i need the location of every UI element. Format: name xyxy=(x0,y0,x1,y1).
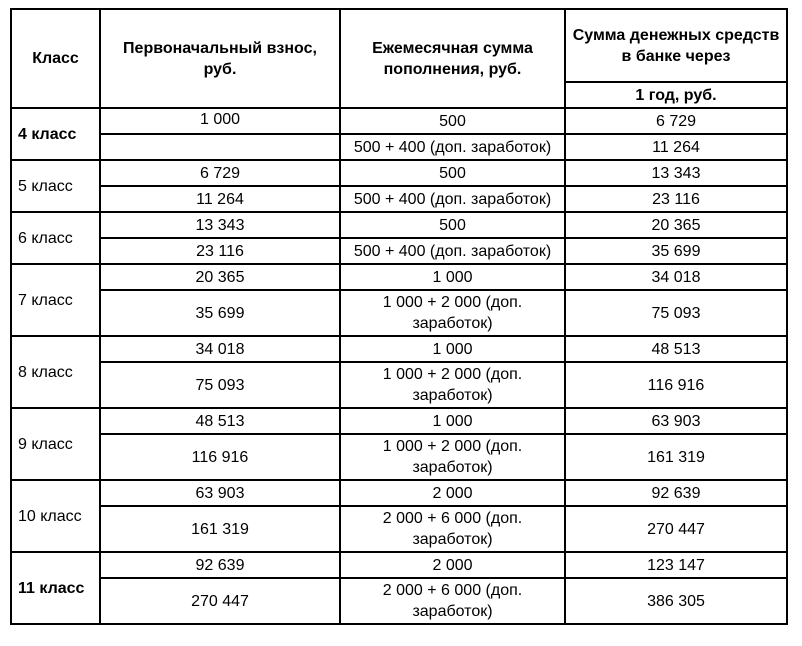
initial-cell: 23 116 xyxy=(100,238,340,264)
class-cell: 9 класс xyxy=(11,408,100,480)
initial-cell: 92 639 xyxy=(100,552,340,578)
header-bank-total-period: 1 год, руб. xyxy=(565,82,787,108)
table-row xyxy=(11,108,787,134)
table-row xyxy=(11,264,787,290)
monthly-cell: 2 000 xyxy=(340,552,565,578)
total-cell: 13 343 xyxy=(565,160,787,186)
total-cell: 92 639 xyxy=(565,480,787,506)
header-initial-payment: Первоначальный взнос, руб. xyxy=(100,9,340,108)
initial-cell: 35 699 xyxy=(100,290,340,336)
initial-cell: 48 513 xyxy=(100,408,340,434)
class-cell: 4 класс xyxy=(11,108,100,160)
header-monthly-amount: Ежемесячная сумма пополнения, руб. xyxy=(340,9,565,108)
table-row xyxy=(11,186,787,212)
table-row xyxy=(11,362,787,408)
header-bank-total xyxy=(565,9,787,82)
class-cell: 5 класс xyxy=(11,160,100,212)
monthly-cell: 500 + 400 (доп. заработок) xyxy=(340,134,565,160)
initial-cell: 13 343 xyxy=(100,212,340,238)
table-row xyxy=(11,336,787,362)
initial-cell xyxy=(100,134,340,160)
initial-cell: 20 365 xyxy=(100,264,340,290)
monthly-cell: 1 000 xyxy=(340,264,565,290)
table-row xyxy=(11,506,787,552)
initial-cell: 34 018 xyxy=(100,336,340,362)
table-row xyxy=(11,434,787,480)
monthly-cell: 1 000 xyxy=(340,408,565,434)
total-cell: 116 916 xyxy=(565,362,787,408)
initial-cell: 270 447 xyxy=(100,578,340,624)
total-cell: 48 513 xyxy=(565,336,787,362)
class-cell: 11 класс xyxy=(11,552,100,624)
total-cell: 63 903 xyxy=(565,408,787,434)
total-cell: 20 365 xyxy=(565,212,787,238)
monthly-cell: 500 + 400 (доп. заработок) xyxy=(340,186,565,212)
header-bank-total-line2: в банке через xyxy=(621,47,731,65)
total-cell: 35 699 xyxy=(565,238,787,264)
savings-table xyxy=(10,8,788,625)
table-row xyxy=(11,134,787,160)
monthly-cell: 500 xyxy=(340,108,565,134)
monthly-cell: 1 000 + 2 000 (доп. заработок) xyxy=(340,362,565,408)
total-cell: 23 116 xyxy=(565,186,787,212)
table-row xyxy=(11,212,787,238)
monthly-cell: 1 000 + 2 000 (доп. заработок) xyxy=(340,290,565,336)
monthly-cell: 500 xyxy=(340,160,565,186)
total-cell: 161 319 xyxy=(565,434,787,480)
initial-cell: 75 093 xyxy=(100,362,340,408)
header-class: Класс xyxy=(11,9,100,108)
table-row xyxy=(11,160,787,186)
table-row xyxy=(11,408,787,434)
header-bank-total-line1: Сумма денежных средств xyxy=(572,26,780,44)
initial-cell: 63 903 xyxy=(100,480,340,506)
total-cell: 123 147 xyxy=(565,552,787,578)
initial-cell: 11 264 xyxy=(100,186,340,212)
total-cell: 11 264 xyxy=(565,134,787,160)
table-row xyxy=(11,480,787,506)
monthly-cell: 2 000 + 6 000 (доп. заработок) xyxy=(340,578,565,624)
class-cell: 8 класс xyxy=(11,336,100,408)
total-cell: 6 729 xyxy=(565,108,787,134)
class-cell: 6 класс xyxy=(11,212,100,264)
monthly-cell: 500 xyxy=(340,212,565,238)
table-row xyxy=(11,578,787,624)
total-cell: 270 447 xyxy=(565,506,787,552)
initial-cell: 1 000 xyxy=(100,108,340,134)
table-row xyxy=(11,290,787,336)
savings-table-container xyxy=(10,8,788,625)
initial-cell: 6 729 xyxy=(100,160,340,186)
total-cell: 75 093 xyxy=(565,290,787,336)
class-cell: 10 класс xyxy=(11,480,100,552)
total-cell: 386 305 xyxy=(565,578,787,624)
monthly-cell: 500 + 400 (доп. заработок) xyxy=(340,238,565,264)
initial-cell: 161 319 xyxy=(100,506,340,552)
class-cell: 7 класс xyxy=(11,264,100,336)
monthly-cell: 1 000 + 2 000 (доп. заработок) xyxy=(340,434,565,480)
initial-cell: 116 916 xyxy=(100,434,340,480)
table-row xyxy=(11,552,787,578)
monthly-cell: 1 000 xyxy=(340,336,565,362)
table-row xyxy=(11,238,787,264)
total-cell: 34 018 xyxy=(565,264,787,290)
monthly-cell: 2 000 xyxy=(340,480,565,506)
monthly-cell: 2 000 + 6 000 (доп. заработок) xyxy=(340,506,565,552)
